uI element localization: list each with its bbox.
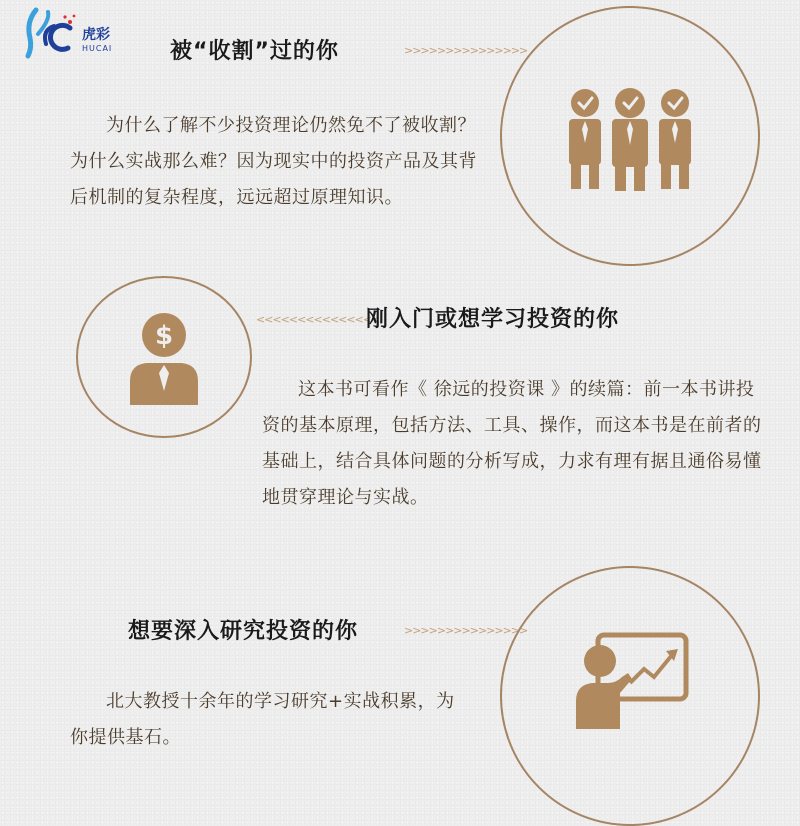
section-1-heading: 被“收割”过的你 bbox=[170, 39, 339, 64]
section-2-body: 这本书可看作《 徐远的投资课 》的续篇：前一本书讲投资的基本原理，包括方法、工具、操作，而这本书是在前者的基础上，结合具体问题的分析写成，力求有理有据且通俗易懂地贯穿理论与实战。 bbox=[262, 379, 762, 508]
logo-text-en: HUCAI bbox=[82, 44, 113, 53]
svg-text:$: $ bbox=[154, 321, 174, 351]
section-1-body: 为什么了解不少投资理论仍然免不了被收割？为什么实战那么难？因为现实中的投资产品及其背后机制的复杂程度，远远超过原理知识。 bbox=[70, 115, 477, 208]
section-2-chevrons: <<<<<<<<<<<<<<< bbox=[256, 313, 380, 326]
logo bbox=[18, 4, 128, 64]
money-person-icon bbox=[116, 307, 212, 407]
section-3-chevrons: >>>>>>>>>>>>>>> bbox=[404, 624, 528, 637]
hucai-logo-icon bbox=[18, 4, 78, 60]
section-1-chevrons: >>>>>>>>>>>>>>> bbox=[404, 44, 528, 57]
presentation-chart-icon bbox=[570, 631, 690, 731]
logo-text-cn: 虎彩 bbox=[82, 27, 110, 43]
section-3-heading: 想要深入研究投资的你 bbox=[128, 619, 359, 644]
section-3-icon-circle bbox=[500, 566, 760, 826]
three-people-checkmarks-icon bbox=[555, 81, 705, 191]
section-3-body: 北大教授十余年的学习研究+实战积累，为你提供基石。 bbox=[70, 691, 455, 748]
section-1-icon-circle bbox=[500, 6, 760, 266]
section-2-heading: 刚入门或想学习投资的你 bbox=[366, 307, 620, 332]
section-2-icon-circle bbox=[76, 276, 252, 438]
